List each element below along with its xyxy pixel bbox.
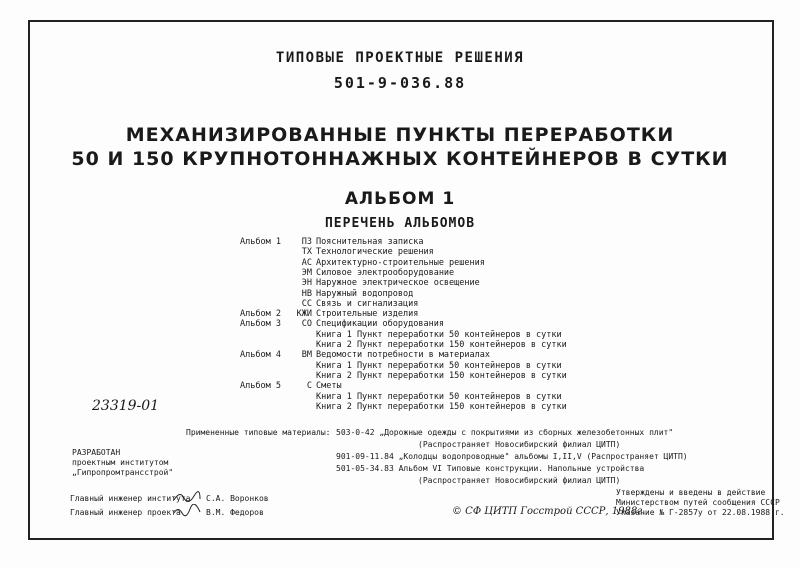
album-list-album: Альбом 1 <box>240 237 281 247</box>
album-list-description: Сметы <box>316 381 342 392</box>
album-list-description: Строительные изделия <box>316 309 419 320</box>
materials-line-5: (Распространяет Новосибирский филиал ЦИТП) <box>418 476 621 485</box>
album-list-code: ЭН <box>301 278 312 289</box>
album-list-heading: ПЕРЕЧЕНЬ АЛЬБОМОВ <box>324 216 476 231</box>
album-list-description: Книга 1 Пункт переработки 50 контейнеров в сутки <box>316 329 562 340</box>
album-list-code: СС <box>301 298 312 309</box>
materials-line-2: (Распространяет Новосибирский филиал ЦИТП) <box>418 440 621 449</box>
title-line-2: 50 И 150 КРУПНОТОННАЖНЫХ КОНТЕЙНЕРОВ В СУТКИ <box>71 148 729 170</box>
album-list-album: Альбом 3 <box>240 319 281 330</box>
album-list-album: Альбом 4 <box>240 350 281 361</box>
album-list-description: Силовое электрооборудование <box>316 267 455 278</box>
title-line-1: МЕХАНИЗИРОВАННЫЕ ПУНКТЫ ПЕРЕРАБОТКИ <box>125 124 675 146</box>
copyright: © СФ ЦИТП Госстрой СССР, 1988г. <box>452 506 646 517</box>
album-list-code: СО <box>301 319 312 330</box>
album-list-code: НВ <box>301 288 312 299</box>
signature-role-2: Главный инженер проекта <box>70 508 181 517</box>
album-list-code: АС <box>301 257 312 268</box>
materials-label: Примененные типовые материалы: <box>186 428 331 437</box>
album-list-album: Альбом 2 <box>240 309 281 320</box>
series-code: 501-9-036.88 <box>333 74 467 92</box>
album-list-description: Наружное электрическое освещение <box>316 278 480 289</box>
approval-line-2: Министерством путей сообщения СССР <box>616 498 780 507</box>
materials-line-1: 503-0-42 „Дорожные одежды с покрытиями из сборных железобетонных плит" <box>336 428 674 437</box>
materials-line-3: 901-09-11.84 „Колодцы водопроводные" альбомы I,II,V (Распространяет ЦИТП) <box>336 452 688 461</box>
signature-mark-2 <box>172 504 202 521</box>
album-list-code: С <box>306 381 312 392</box>
developer-line-3: „Гипропромтрансстрой" <box>72 468 174 477</box>
album-list-code: ВМ <box>301 350 312 361</box>
developer-label: РАЗРАБОТАН <box>72 448 121 457</box>
approval-line-1: Утверждены и введены в действие <box>616 488 766 497</box>
album-list-code: КЖИ <box>296 309 312 320</box>
album-list-code: ЭМ <box>301 267 312 278</box>
developer-line-2: проектным институтом <box>72 458 169 467</box>
album-list-description: Книга 2 Пункт переработки 150 контейнеров в сутки <box>316 340 567 350</box>
album-list-description: Связь и сигнализация <box>316 298 419 309</box>
album-list-description: Спецификации оборудования <box>316 319 444 330</box>
signature-role-1: Главный инженер института <box>70 494 191 503</box>
album-list-code: ТХ <box>301 247 312 258</box>
album-list-description: Пояснительная записка <box>316 237 424 247</box>
album-list-description: Наружный водопровод <box>316 288 414 299</box>
materials-line-4: 501-05-34.83 Альбом VI Типовые конструкции. Напольные устройства <box>336 464 645 473</box>
signature-name-2: В.М. Федоров <box>206 508 264 517</box>
series-label: ТИПОВЫЕ ПРОЕКТНЫЕ РЕШЕНИЯ <box>275 50 525 66</box>
album-list-description: Технологические решения <box>316 247 434 258</box>
album-list-album: Альбом 5 <box>240 381 281 392</box>
album-list-description: Книга 1 Пункт переработки 50 контейнеров в сутки <box>316 360 562 371</box>
inventory-number: 23319-01 <box>92 398 160 414</box>
album-title: АЛЬБОМ 1 <box>344 189 456 209</box>
album-list-code: ПЗ <box>301 237 312 247</box>
approval-line-3: Указание № Г-2857у от 22.08.1988 г. <box>616 508 785 517</box>
album-list-description: Архитектурно-строительные решения <box>316 257 485 268</box>
album-list-description: Ведомости потребности в материалах <box>316 350 490 361</box>
album-list-description: Книга 1 Пункт переработки 50 контейнеров в сутки <box>316 391 562 402</box>
signature-name-1: С.А. Воронков <box>206 494 269 503</box>
album-list-description: Книга 2 Пункт переработки 150 контейнеров в сутки <box>316 370 567 381</box>
album-list-description: Книга 2 Пункт переработки 150 контейнеров в сутки <box>316 401 567 412</box>
